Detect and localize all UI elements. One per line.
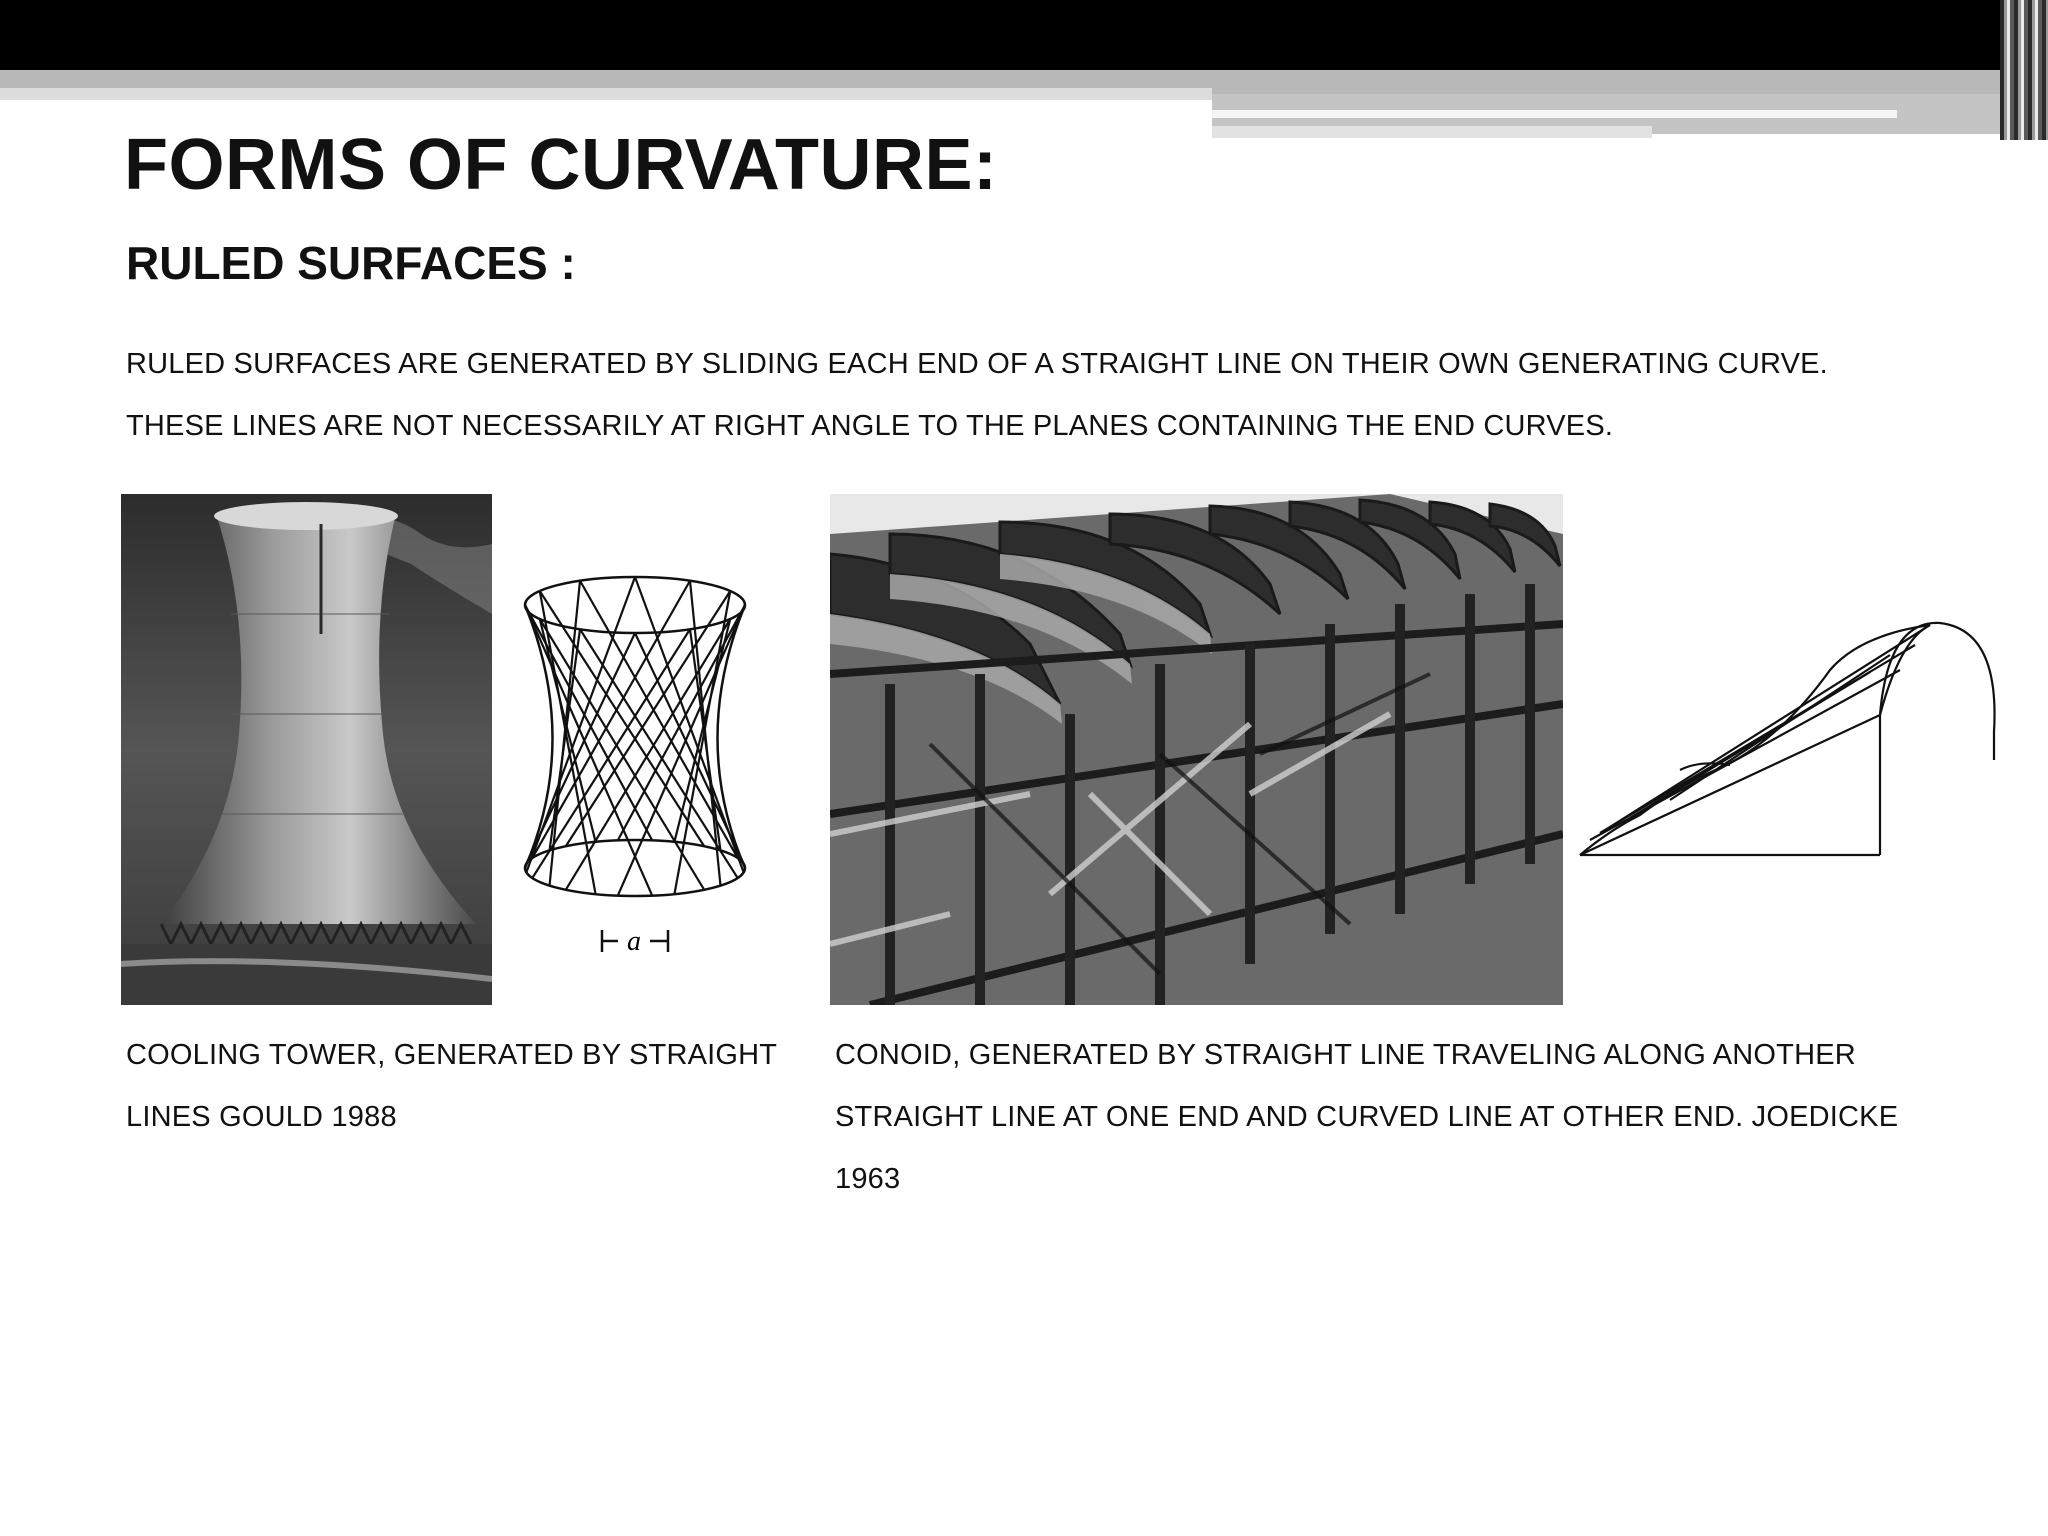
hyperboloid-ruling-line: [540, 619, 596, 842]
header-short-band: [1212, 126, 1652, 138]
conoid-roof-photo: [830, 494, 1563, 1005]
hyperboloid-label: a: [627, 926, 641, 957]
paragraph-2: THESE LINES ARE NOT NECESSARILY AT RIGHT ANGLE TO THE PLANES CONTAINING THE END CURVES.: [126, 410, 1614, 442]
header-highlight-line: [1212, 110, 1897, 118]
header-light-band: [0, 88, 1212, 100]
caption-cooling-tower-line-1: COOLING TOWER, GENERATED BY STRAIGHT: [126, 1039, 778, 1071]
conoid-drawing: [1570, 600, 2010, 870]
hyperboloid-ruling-line: [674, 619, 730, 842]
cooling-tower-photo: [121, 494, 492, 1005]
caption-conoid: [835, 1024, 1975, 1210]
caption-cooling-tower: [126, 1024, 806, 1148]
caption-cooling-tower-line-2: LINES GOULD 1988: [126, 1101, 397, 1133]
header-black-bar: [0, 0, 2048, 70]
caption-conoid-line-3: 1963: [835, 1163, 901, 1195]
hyperboloid-ruling-line: [540, 591, 596, 894]
slide-subtitle: RULED SURFACES :: [126, 237, 576, 289]
hyperboloid-ruling-line: [674, 591, 730, 894]
caption-conoid-line-2: STRAIGHT LINE AT ONE END AND CURVED LINE AT OTHER END. JOEDICKE: [835, 1101, 1899, 1133]
caption-conoid-line-1: CONOID, GENERATED BY STRAIGHT LINE TRAVELING ALONG ANOTHER: [835, 1039, 1856, 1071]
header-stripes: [2000, 0, 2048, 140]
slide-title: FORMS OF CURVATURE:: [124, 125, 998, 205]
hyperboloid-drawing: [510, 560, 760, 970]
paragraph-1: RULED SURFACES ARE GENERATED BY SLIDING EACH END OF A STRAIGHT LINE ON THEIR OWN GENERATING CURVE.: [126, 348, 1828, 380]
